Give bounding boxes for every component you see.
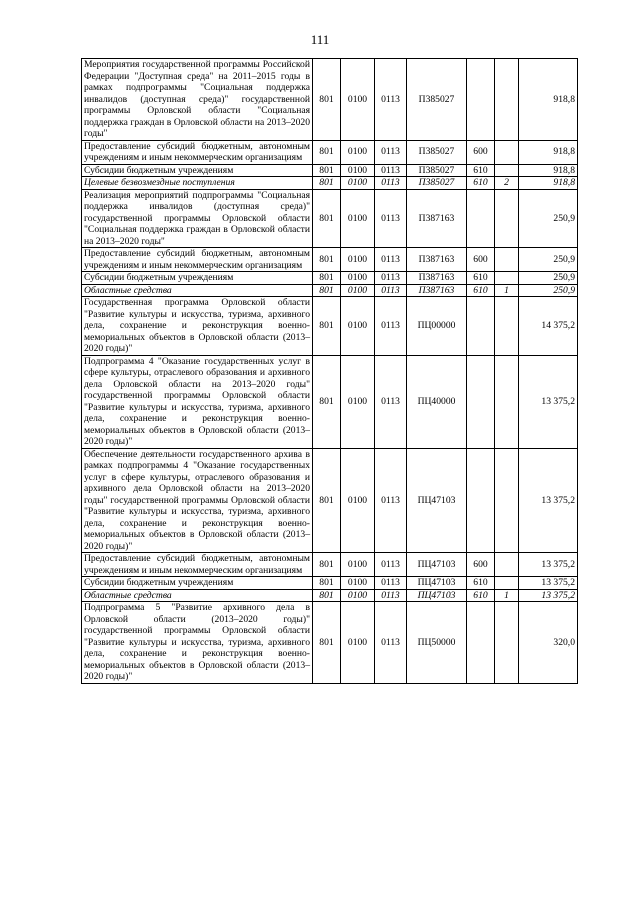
section-code: 0100	[341, 448, 375, 553]
expense-type-code: 600	[467, 553, 495, 577]
table-row	[82, 59, 578, 141]
section-code: 0100	[341, 272, 375, 285]
row-description: Мероприятия государственной программы Российской Федерации "Доступная среда" на 2011–2015 годы в рамках подпрограммы "Социальная поддержка инвалидов (доступная среда)" государственной программы Орловской области "Социальная поддержка граждан в Орловской области на 2013–2020 годы"	[82, 59, 313, 141]
section-code: 0100	[341, 589, 375, 602]
department-code: 801	[313, 553, 341, 577]
target-article-code: П387163	[407, 284, 467, 297]
department-code: 801	[313, 189, 341, 248]
expense-type-code: 610	[467, 589, 495, 602]
expense-type-code	[467, 602, 495, 684]
table-row	[82, 602, 578, 684]
funding-source-code	[495, 577, 519, 590]
expense-type-code: 610	[467, 577, 495, 590]
row-description: Субсидии бюджетным учреждениям	[82, 164, 313, 177]
table-row	[82, 297, 578, 356]
subsection-code: 0113	[375, 553, 407, 577]
funding-source-code	[495, 189, 519, 248]
amount: 320,0	[519, 602, 578, 684]
section-code: 0100	[341, 177, 375, 190]
funding-source-code	[495, 448, 519, 553]
section-code: 0100	[341, 553, 375, 577]
subsection-code: 0113	[375, 248, 407, 272]
section-code: 0100	[341, 355, 375, 448]
row-description: Обеспечение деятельности государственного архива в рамках подпрограммы 4 "Оказание государственных услуг в сфере культуры, отраслевого образования и архивного дела Орловской области на 2013–2020 годы" государственной программы Орловской области "Развитие культуры и искусства, туризма, архивного дела, сохранение и реконструкция военно-мемориальных объектов в Орловской области (2013–2020 годы)"	[82, 448, 313, 553]
department-code: 801	[313, 577, 341, 590]
section-code: 0100	[341, 284, 375, 297]
subsection-code: 0113	[375, 577, 407, 590]
expense-type-code	[467, 297, 495, 356]
amount: 250,9	[519, 248, 578, 272]
section-code: 0100	[341, 140, 375, 164]
subsection-code: 0113	[375, 589, 407, 602]
table-row	[82, 164, 578, 177]
expense-type-code: 610	[467, 177, 495, 190]
table-row	[82, 577, 578, 590]
amount: 13 375,2	[519, 589, 578, 602]
table-row	[82, 177, 578, 190]
target-article-code: ПЦ00000	[407, 297, 467, 356]
funding-source-code	[495, 164, 519, 177]
row-description: Государственная программа Орловской области "Развитие культуры и искусства, туризма, архивного дела, сохранение и реконструкция военно-мемориальных объектов в Орловской области (2013–2020 годы)"	[82, 297, 313, 356]
budget-table	[81, 58, 578, 684]
page-number: 111	[310, 32, 330, 47]
amount: 13 375,2	[519, 577, 578, 590]
table-row	[82, 284, 578, 297]
subsection-code: 0113	[375, 177, 407, 190]
row-description: Целевые безвозмездные поступления	[82, 177, 313, 190]
department-code: 801	[313, 284, 341, 297]
subsection-code: 0113	[375, 602, 407, 684]
funding-source-code	[495, 553, 519, 577]
funding-source-code	[495, 248, 519, 272]
department-code: 801	[313, 140, 341, 164]
amount: 13 375,2	[519, 355, 578, 448]
row-description: Областные средства	[82, 589, 313, 602]
section-code: 0100	[341, 59, 375, 141]
amount: 250,9	[519, 189, 578, 248]
subsection-code: 0113	[375, 355, 407, 448]
subsection-code: 0113	[375, 284, 407, 297]
target-article-code: ПЦ47103	[407, 448, 467, 553]
row-description: Субсидии бюджетным учреждениям	[82, 272, 313, 285]
row-description: Подпрограмма 5 "Развитие архивного дела в Орловской области (2013–2020 годы)" государственной программы Орловской области "Развитие культуры и искусства, туризма, архивного дела, сохранение и реконструкция военно-мемориальных объектов в Орловской области (2013–2020 годы)"	[82, 602, 313, 684]
subsection-code: 0113	[375, 189, 407, 248]
subsection-code: 0113	[375, 448, 407, 553]
expense-type-code	[467, 448, 495, 553]
section-code: 0100	[341, 602, 375, 684]
department-code: 801	[313, 297, 341, 356]
target-article-code: П387163	[407, 272, 467, 285]
expense-type-code: 600	[467, 248, 495, 272]
expense-type-code: 610	[467, 272, 495, 285]
department-code: 801	[313, 589, 341, 602]
table-row	[82, 140, 578, 164]
expense-type-code	[467, 189, 495, 248]
expense-type-code	[467, 59, 495, 141]
table-row	[82, 248, 578, 272]
expense-type-code: 600	[467, 140, 495, 164]
table-row	[82, 589, 578, 602]
table-row	[82, 448, 578, 553]
target-article-code: П385027	[407, 140, 467, 164]
target-article-code: ПЦ47103	[407, 589, 467, 602]
department-code: 801	[313, 602, 341, 684]
department-code: 801	[313, 59, 341, 141]
expense-type-code: 610	[467, 284, 495, 297]
amount: 918,8	[519, 177, 578, 190]
amount: 250,9	[519, 272, 578, 285]
table-row	[82, 553, 578, 577]
subsection-code: 0113	[375, 59, 407, 141]
funding-source-code: 1	[495, 284, 519, 297]
subsection-code: 0113	[375, 164, 407, 177]
department-code: 801	[313, 448, 341, 553]
row-description: Реализация мероприятий подпрограммы "Социальная поддержка инвалидов (доступная среда)" государственной программы Орловской области "Социальная поддержка граждан в Орловской области на 2013–2020 годы"	[82, 189, 313, 248]
department-code: 801	[313, 272, 341, 285]
table-row	[82, 189, 578, 248]
funding-source-code	[495, 59, 519, 141]
target-article-code: П387163	[407, 248, 467, 272]
target-article-code: П387163	[407, 189, 467, 248]
amount: 918,8	[519, 164, 578, 177]
row-description: Областные средства	[82, 284, 313, 297]
funding-source-code	[495, 297, 519, 356]
table-row	[82, 355, 578, 448]
target-article-code: ПЦ47103	[407, 577, 467, 590]
section-code: 0100	[341, 164, 375, 177]
expense-type-code: 610	[467, 164, 495, 177]
row-description: Предоставление субсидий бюджетным, автономным учреждениям и иным некоммерческим организациям	[82, 553, 313, 577]
funding-source-code: 2	[495, 177, 519, 190]
subsection-code: 0113	[375, 297, 407, 356]
amount: 918,8	[519, 59, 578, 141]
amount: 250,9	[519, 284, 578, 297]
department-code: 801	[313, 248, 341, 272]
row-description: Предоставление субсидий бюджетным, автономным учреждениям и иным некоммерческим организациям	[82, 248, 313, 272]
amount: 918,8	[519, 140, 578, 164]
funding-source-code	[495, 140, 519, 164]
subsection-code: 0113	[375, 272, 407, 285]
subsection-code: 0113	[375, 140, 407, 164]
department-code: 801	[313, 164, 341, 177]
funding-source-code: 1	[495, 589, 519, 602]
table-row	[82, 272, 578, 285]
funding-source-code	[495, 602, 519, 684]
target-article-code: П385027	[407, 177, 467, 190]
target-article-code: П385027	[407, 59, 467, 141]
section-code: 0100	[341, 248, 375, 272]
row-description: Предоставление субсидий бюджетным, автономным учреждениям и иным некоммерческим организациям	[82, 140, 313, 164]
funding-source-code	[495, 355, 519, 448]
funding-source-code	[495, 272, 519, 285]
department-code: 801	[313, 177, 341, 190]
section-code: 0100	[341, 577, 375, 590]
budget-table-body	[82, 59, 578, 684]
target-article-code: ПЦ40000	[407, 355, 467, 448]
row-description: Субсидии бюджетным учреждениям	[82, 577, 313, 590]
section-code: 0100	[341, 189, 375, 248]
amount: 13 375,2	[519, 448, 578, 553]
amount: 13 375,2	[519, 553, 578, 577]
amount: 14 375,2	[519, 297, 578, 356]
target-article-code: ПЦ50000	[407, 602, 467, 684]
row-description: Подпрограмма 4 "Оказание государственных услуг в сфере культуры, отраслевого образования и архивного дела Орловской области на 2013–2020 годы" государственной программы Орловской области "Развитие культуры и искусства, туризма, архивного дела, сохранение и реконструкция военно-мемориальных объектов в Орловской области (2013–2020 годы)"	[82, 355, 313, 448]
target-article-code: ПЦ47103	[407, 553, 467, 577]
expense-type-code	[467, 355, 495, 448]
section-code: 0100	[341, 297, 375, 356]
department-code: 801	[313, 355, 341, 448]
target-article-code: П385027	[407, 164, 467, 177]
